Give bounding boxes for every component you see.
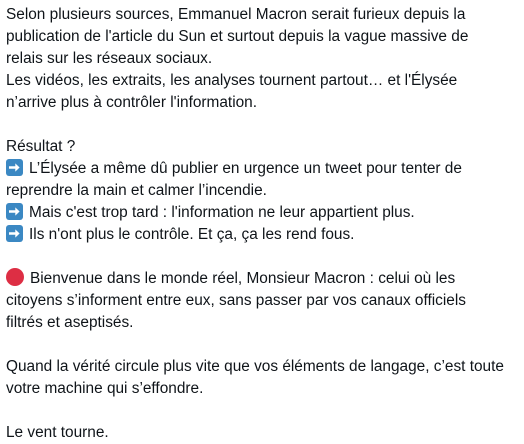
bullet-line <box>6 224 516 246</box>
bullet-text: Ils n'ont plus le contrôle. Et ça, ça les rend fous. <box>29 226 355 243</box>
text-line: citoyens s’informent entre eux, sans passer par vos canaux officiels <box>6 292 466 309</box>
welcome-text: Bienvenue dans le monde réel, Monsieur Macron : celui où les <box>30 270 456 287</box>
text-line: Les vidéos, les extraits, les analyses tournent partout… et l'Élysée <box>6 72 458 89</box>
paragraph-truth <box>6 356 516 400</box>
text-line: Quand la vérité circule plus vite que vos éléments de langage, c’est toute <box>6 358 504 375</box>
text-line: filtrés et aseptisés. <box>6 314 134 331</box>
text-line <box>6 268 516 290</box>
text-line: votre machine qui s’effondre. <box>6 380 204 397</box>
right-arrow-icon <box>6 159 23 176</box>
bullet-text: L’Élysée a même dû publier en urgence un tweet pour tenter de <box>29 160 462 177</box>
paragraph-closing <box>6 422 516 444</box>
text-line: n’arrive plus à contrôler l'information. <box>6 94 258 111</box>
red-circle-icon <box>6 268 24 286</box>
text-line: Le vent tourne. <box>6 424 109 441</box>
paragraph-welcome <box>6 268 516 334</box>
bullet-line <box>6 202 516 224</box>
paragraph-result <box>6 136 516 246</box>
paragraph-intro <box>6 4 516 114</box>
bullet-line <box>6 158 516 180</box>
right-arrow-icon <box>6 203 23 220</box>
post-text <box>6 4 516 444</box>
right-arrow-icon <box>6 225 23 242</box>
text-line: publication de l'article du Sun et surtout depuis la vague massive de <box>6 28 469 45</box>
bullet-continuation: reprendre la main et calmer l’incendie. <box>6 182 267 199</box>
result-heading: Résultat ? <box>6 138 76 155</box>
text-line: Selon plusieurs sources, Emmanuel Macron serait furieux depuis la <box>6 6 466 23</box>
text-line: relais sur les réseaux sociaux. <box>6 50 213 67</box>
bullet-text: Mais c'est trop tard : l'information ne leur appartient plus. <box>29 204 415 221</box>
